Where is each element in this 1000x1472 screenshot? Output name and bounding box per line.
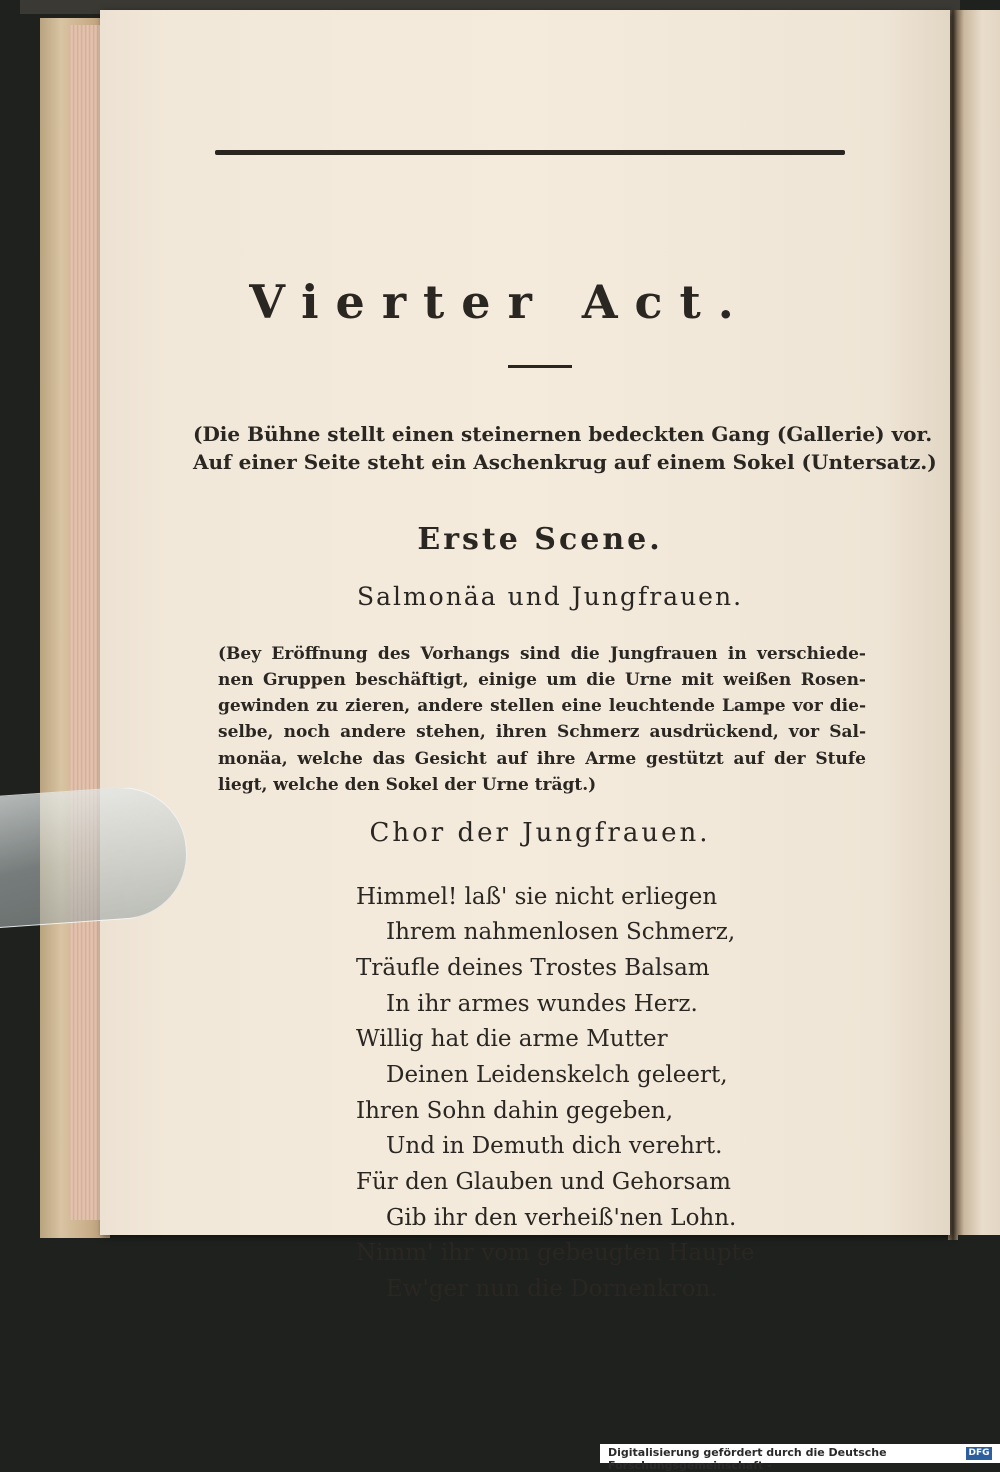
verse-line: Für den Glauben und Gehorsam (356, 1169, 731, 1195)
cast-list: Salmonäa und Jungfrauen. (356, 582, 744, 611)
stage-direction-line: Auf einer Seite steht ein Aschenkrug auf einem Sokel (Untersatz.) (193, 450, 937, 474)
title-divider (508, 365, 572, 368)
verse-line: Gib ihr den verheiß'nen Lohn. (386, 1205, 737, 1231)
verse-line: In ihr armes wundes Herz. (386, 991, 698, 1017)
verse-line: Ew'ger nun die Dornenkron. (386, 1276, 718, 1302)
verse-line: Willig hat die arme Mutter (356, 1026, 668, 1052)
verse-line: Und in Demuth dich verehrt. (386, 1133, 723, 1159)
scene-direction-line: gewinden zu zieren, andere stellen eine leuchtende Lampe vor die- (218, 696, 866, 716)
dfg-logo: DFG (966, 1447, 992, 1460)
scene-direction-line: (Bey Eröffnung des Vorhangs sind die Jungfrauen in verschiede- (218, 644, 866, 664)
stage-direction-line: (Die Bühne stellt einen steinernen bedeckten Gang (Gallerie) vor. (193, 422, 933, 446)
verse-line: Ihren Sohn dahin gegeben, (356, 1098, 674, 1124)
chorus-heading: Chor der Jungfrauen. (369, 818, 711, 848)
act-title: Vierter Act. (249, 275, 751, 329)
verse-line: Himmel! laß' sie nicht erliegen (356, 884, 718, 910)
header-rule (215, 150, 845, 155)
scene-direction-line: monäa, welche das Gesicht auf ihre Arme gestützt auf der Stufe (218, 749, 866, 769)
verse-line: Nimm' ihr vom gebeugten Haupte (356, 1240, 755, 1266)
footer-credit: Digitalisierung gefördert durch die Deutsche Forschungsgemeinschaft - (608, 1446, 887, 1472)
scene-title: Erste Scene. (417, 522, 663, 557)
verse-line: Ihrem nahmenlosen Schmerz, (386, 919, 736, 945)
verse-line: Träufle deines Trostes Balsam (356, 955, 710, 981)
verse-line: Deinen Leidenskelch geleert, (386, 1062, 728, 1088)
scene-direction-line: nen Gruppen beschäftigt, einige um die Urne mit weißen Rosen- (218, 670, 866, 690)
scene-direction-line: selbe, noch andere stehen, ihren Schmerz ausdrückend, vor Sal- (218, 722, 866, 742)
facing-page-edge (955, 10, 1000, 1235)
scene-direction-line: liegt, welche den Sokel der Urne trägt.) (218, 775, 597, 795)
